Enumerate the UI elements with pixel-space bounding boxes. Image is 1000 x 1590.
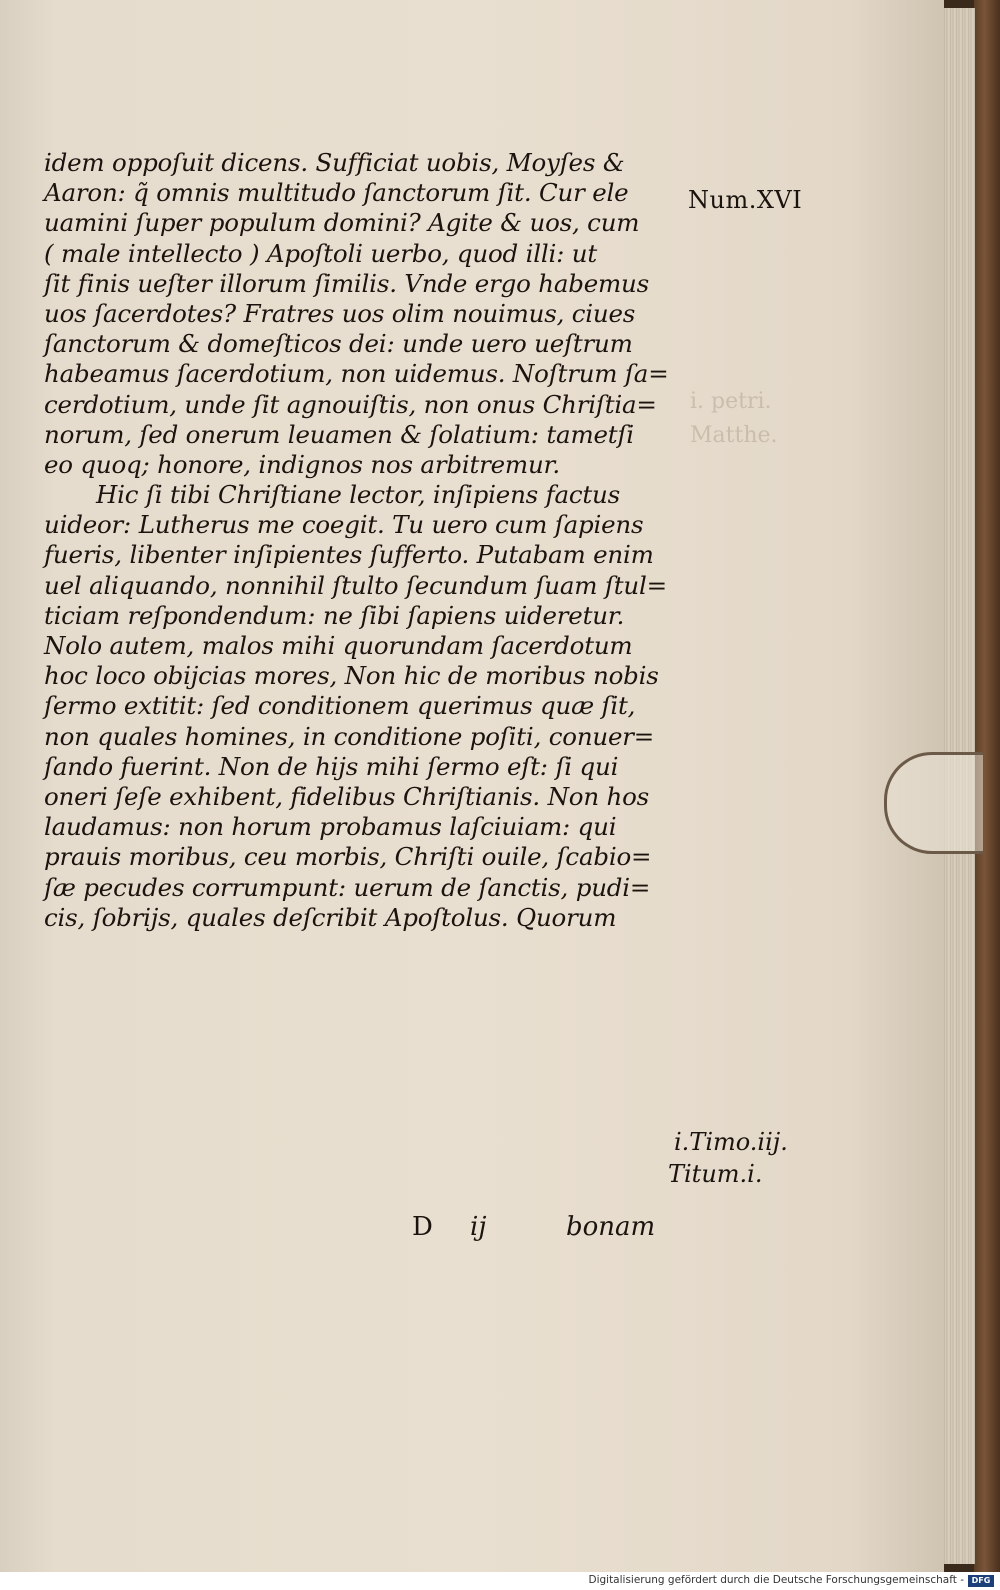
footer-credit: Digitalisierung gefördert durch die Deutsche Forschungsgemeinschaft - bbox=[588, 1574, 964, 1586]
bleed-line: i. petri. bbox=[690, 389, 772, 414]
text-line: Hic ſi tibi Chriſtiane lector, inſipiens factus bbox=[96, 480, 621, 510]
text-line: prauis moribus, ceu morbis, Chriſti ouile, ſcabio= bbox=[44, 842, 652, 872]
dfg-logo: DFG bbox=[968, 1575, 994, 1587]
signature-mark: D bbox=[412, 1212, 433, 1242]
text-line: norum, ſed onerum leuamen & ſolatium: tametſi bbox=[44, 419, 634, 449]
text-line: uamini ſuper populum domini? Agite & uos, cum bbox=[44, 208, 640, 238]
body-text bbox=[44, 148, 684, 933]
text-line: habeamus ſacerdotium, non uidemus. Noſtrum ſa= bbox=[44, 359, 669, 389]
bleed-through-text bbox=[690, 385, 830, 455]
text-line: Aaron: q̃ omnis multitudo ſanctorum ſit. Cur ele bbox=[44, 178, 629, 208]
text-line: ticiam reſpondendum: ne ſibi ſapiens uideretur. bbox=[44, 600, 625, 630]
text-line: idem oppoſuit dicens. Sufficiat uobis, Moyſes & bbox=[44, 148, 625, 177]
text-line: ſæ pecudes corrumpunt: uerum de ſanctis, pudi= bbox=[44, 872, 651, 902]
page-clip bbox=[884, 752, 983, 854]
text-line: laudamus: non horum probamus laſciuiam: qui bbox=[44, 812, 617, 842]
text-line: ( male intellecto ) Apoſtoli uerbo, quod illi: ut bbox=[44, 238, 598, 268]
footer-bar bbox=[0, 1572, 1000, 1590]
bleed-line: Matthe. bbox=[690, 423, 778, 448]
signature-number: ij bbox=[470, 1212, 487, 1242]
text-line: hoc loco obijcias mores, Non hic de moribus nobis bbox=[44, 661, 659, 691]
text-line: ſanctorum & domeſticos dei: unde uero ueſtrum bbox=[44, 329, 633, 359]
text-line: uideor: Lutherus me coegit. Tu uero cum ſapiens bbox=[44, 510, 644, 540]
text-line: Nolo autem, malos mihi quorundam ſacerdotum bbox=[44, 631, 633, 660]
text-line: ſermo extitit: ſed conditionem querimus quæ ſit, bbox=[44, 691, 636, 721]
text-line: ſit finis ueſter illorum ſimilis. Vnde ergo habemus bbox=[44, 268, 649, 298]
text-line: oneri ſeſe exhibent, fidelibus Chriſtianis. Non hos bbox=[44, 781, 650, 811]
text-line: cerdotium, unde ſit agnouiſtis, non onus Chriſtia= bbox=[44, 389, 657, 419]
text-line: uos ſacerdotes? Fratres uos olim nouimus, ciues bbox=[44, 298, 636, 328]
marginal-note-titum: Titum.i. bbox=[668, 1160, 763, 1188]
text-line: uel aliquando, nonnihil ſtulto ſecundum ſuam ſtul= bbox=[44, 570, 667, 600]
text-line: non quales homines, in conditione poſiti, conuer= bbox=[44, 721, 655, 751]
marginal-note-timo: i.Timo.iij. bbox=[674, 1128, 788, 1156]
catchword: bonam bbox=[566, 1212, 656, 1242]
text-line: cis, ſobrijs, quales deſcribit Apoſtolus. Quorum bbox=[44, 902, 617, 932]
text-line: ſando fuerint. Non de hijs mihi ſermo eſt: ſi qui bbox=[44, 751, 619, 781]
text-line: eo quoq; honore, indignos nos arbitremur. bbox=[44, 449, 560, 479]
marginal-note-num: Num.XVI bbox=[688, 186, 803, 214]
text-line: fueris, libenter inſipientes ſufferto. Putabam enim bbox=[44, 540, 654, 570]
